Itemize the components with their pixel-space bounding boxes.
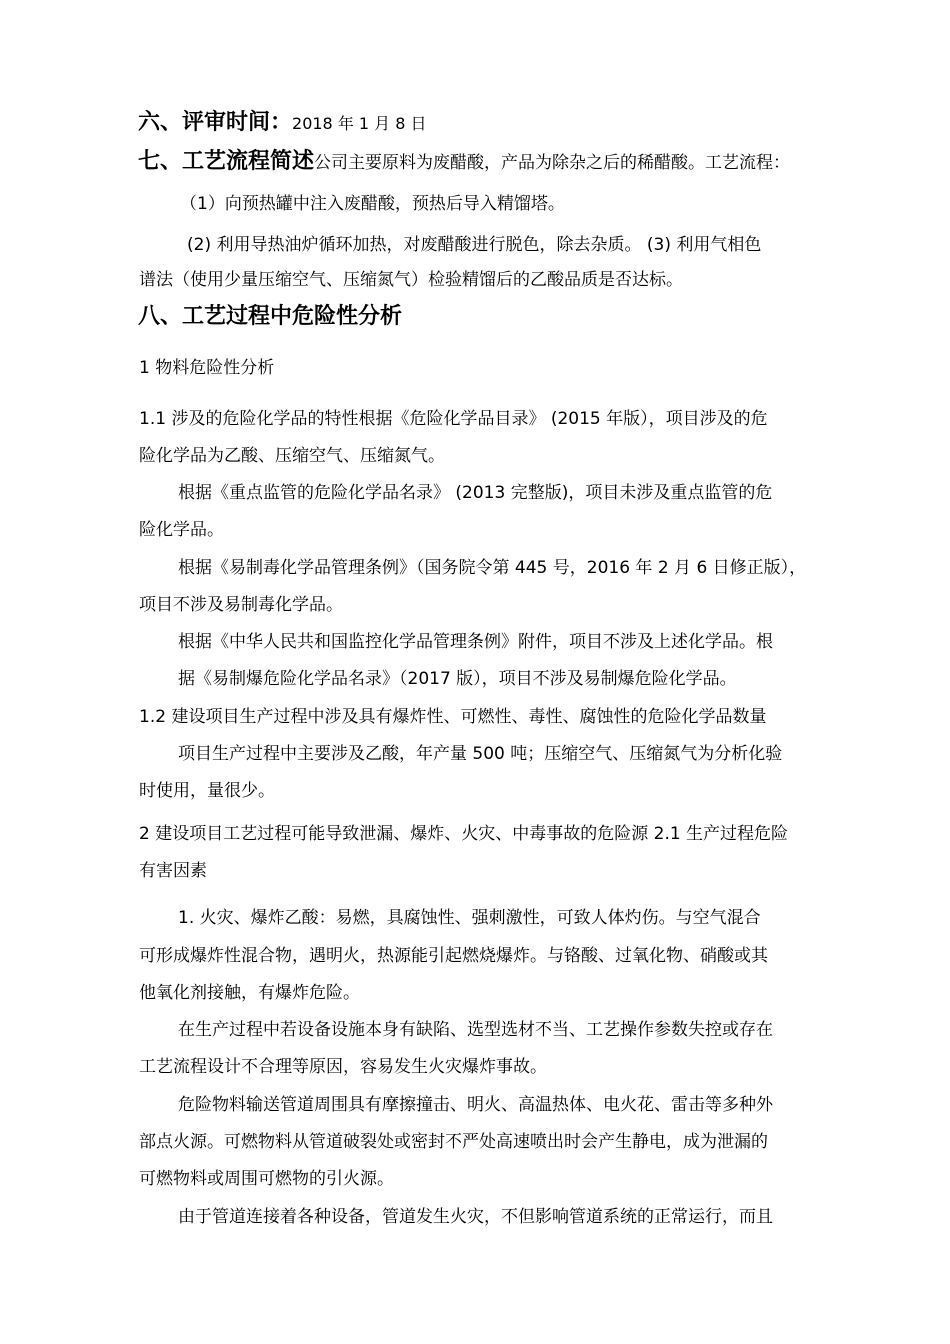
paragraph-1-1-line-1: 1.1 涉及的危险化学品的特性根据《危险化学品目录》 (2015 年版），项目涉及的危 (139, 409, 768, 429)
paragraph-connection-line-1: 由于管道连接着各种设备，管道发生火灾，不但影响管道系统的正常运行，而且 (178, 1207, 773, 1227)
review-date: 2018 年 1 月 8 日 (292, 114, 427, 133)
paragraph-1-2: 1.2 建设项目生产过程中涉及具有爆炸性、可燃性、毒性、腐蚀性的危险化学品数量 (139, 707, 767, 727)
paragraph-1-1-line-2: 险化学品为乙酸、压缩空气、压缩氮气。 (139, 446, 445, 466)
paragraph-2-line-2: 有害因素 (139, 861, 207, 881)
paragraph-pipeline-line-1: 危险物料输送管道周围具有摩擦撞击、明火、高温热体、电火花、雷击等多种外 (178, 1095, 773, 1115)
paragraph-monitored-line-1: 根据《中华人民共和国监控化学品管理条例》附件，项目不涉及上述化学品。根 (178, 632, 773, 652)
section-7-intro: 公司主要原料为废醋酸，产品为除杂之后的稀醋酸。工艺流程： (314, 153, 791, 173)
section-8-heading: 八、工艺过程中危险性分析 (138, 304, 403, 329)
paragraph-fire-line-2: 可形成爆炸性混合物，遇明火，热源能引起燃烧爆炸。与铬酸、过氧化物、硝酸或其 (139, 946, 768, 966)
paragraph-precursor-line-1: 根据《易制毒化学品管理条例》（国务院令第 445 号，2016 年 2 月 6 日修正版）， (178, 558, 807, 578)
paragraph-key-supervision-line-1: 根据《重点监管的危险化学品名录》 (2013 完整版)，项目未涉及重点监管的危 (178, 483, 773, 503)
paragraph-pipeline-line-2: 部点火源。可燃物料从管道破裂处或密封不严处高速喷出时会产生静电，成为泄漏的 (139, 1132, 768, 1152)
section-7-title: 七、工艺流程简述 (138, 149, 315, 174)
paragraph-defects-line-2: 工艺流程设计不合理等原因，容易发生火灾爆炸事故。 (139, 1057, 547, 1077)
section-7-heading (138, 147, 790, 178)
paragraph-defects-line-1: 在生产过程中若设备设施本身有缺陷、选型选材不当、工艺操作参数失控或存在 (178, 1020, 773, 1040)
process-step-1: （1）向预热罐中注入废醋酸，预热后导入精馏塔。 (180, 194, 565, 214)
paragraph-key-supervision-line-2: 险化学品。 (139, 520, 224, 540)
paragraph-2-line-1: 2 建设项目工艺过程可能导致泄漏、爆炸、火灾、中毒事故的危险源 2.1 生产过程危险 (139, 824, 789, 844)
process-step-2-line-1: (2) 利用导热油炉循环加热，对废醋酸进行脱色，除去杂质。 (3) 利用气相色 (187, 235, 762, 255)
paragraph-monitored-line-2: 据《易制爆危险化学品名录》（2017 版），项目不涉及易制爆危险化学品。 (178, 669, 737, 689)
paragraph-pipeline-line-3: 可燃物料或周围可燃物的引火源。 (139, 1169, 394, 1189)
paragraph-quantity-line-2: 时使用，量很少。 (139, 781, 275, 801)
paragraph-fire-line-1: 1. 火灾、爆炸乙酸：易燃，具腐蚀性、强刺激性，可致人体灼伤。与空气混合 (178, 908, 761, 928)
paragraph-fire-line-3: 他氧化剂接触，有爆炸危险。 (139, 983, 360, 1003)
process-step-2-line-2: 谱法（使用少量压缩空气、压缩氮气）检验精馏后的乙酸品质是否达标。 (139, 270, 683, 290)
paragraph-material-hazard: 1 物料危险性分析 (139, 358, 275, 378)
paragraph-quantity-line-1: 项目生产过程中主要涉及乙酸，年产量 500 吨；压缩空气、压缩氮气为分析化验 (178, 744, 783, 764)
section-6-title: 六、评审时间： (138, 110, 293, 135)
paragraph-precursor-line-2: 项目不涉及易制毒化学品。 (139, 595, 343, 615)
section-6-heading (138, 108, 427, 139)
